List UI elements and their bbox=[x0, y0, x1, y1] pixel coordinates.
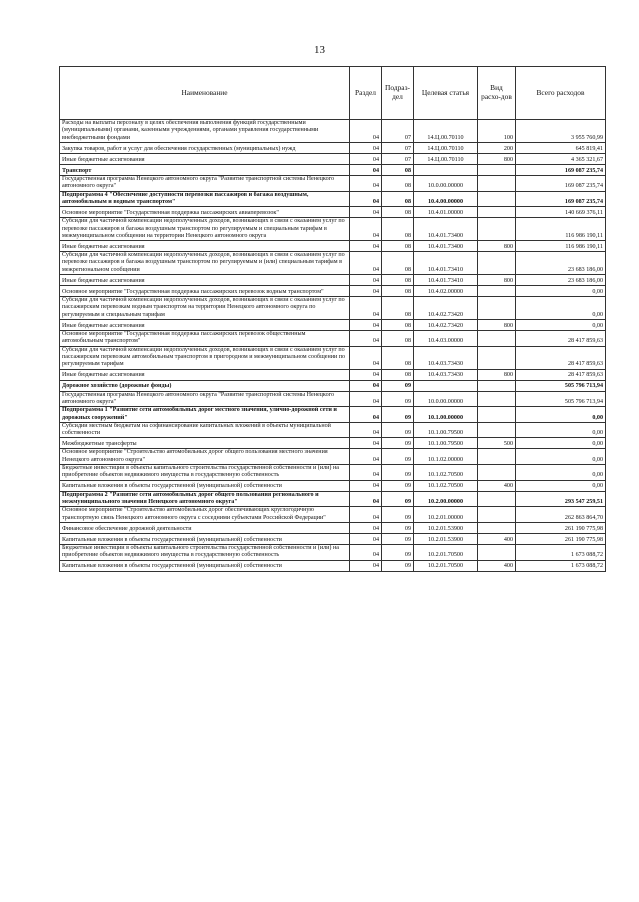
table-row bbox=[60, 164, 606, 175]
row-razdel-cell: 04 bbox=[350, 380, 382, 391]
table-row bbox=[60, 286, 606, 297]
row-name-cell: Капитальные вложения в объекты государственной (муниципальной) собственности bbox=[60, 533, 350, 544]
row-target-cell: 14.Ц.00.70110 bbox=[414, 153, 478, 164]
row-vid-cell bbox=[478, 297, 516, 320]
table-header-row bbox=[60, 67, 606, 120]
row-sum-cell: 1 673 088,72 bbox=[516, 560, 606, 571]
row-razdel-cell: 04 bbox=[350, 522, 382, 533]
row-razdel-cell: 04 bbox=[350, 391, 382, 407]
row-target-cell: 10.4.02.00000 bbox=[414, 286, 478, 297]
row-podrazdel-cell: 08 bbox=[382, 297, 414, 320]
row-target-cell: 10.4.01.73410 bbox=[414, 252, 478, 275]
row-name-cell: Субсидии местным бюджетам на софинансирование капитальных вложений в объекты муниципальной собственности bbox=[60, 422, 350, 438]
row-razdel-cell: 04 bbox=[350, 560, 382, 571]
row-name-cell: Расходы на выплаты персоналу в целях обеспечения выполнения функций государственными (муниципальными) органами, казенными учреждениями, органами управления государственными внебюджетными фондами bbox=[60, 120, 350, 143]
row-vid-cell: 800 bbox=[478, 241, 516, 252]
table-row bbox=[60, 533, 606, 544]
header-name: Наименование bbox=[60, 67, 350, 120]
row-razdel-cell: 04 bbox=[350, 286, 382, 297]
table-row bbox=[60, 252, 606, 275]
row-vid-cell: 500 bbox=[478, 438, 516, 449]
row-vid-cell bbox=[478, 544, 516, 560]
page-number: 13 bbox=[314, 44, 325, 56]
row-razdel-cell: 04 bbox=[350, 507, 382, 523]
row-vid-cell bbox=[478, 164, 516, 175]
row-podrazdel-cell: 08 bbox=[382, 164, 414, 175]
row-razdel-cell: 04 bbox=[350, 153, 382, 164]
row-vid-cell bbox=[478, 465, 516, 481]
row-target-cell: 10.4.02.73420 bbox=[414, 297, 478, 320]
row-podrazdel-cell: 09 bbox=[382, 407, 414, 423]
row-razdel-cell: 04 bbox=[350, 533, 382, 544]
table-row bbox=[60, 320, 606, 331]
row-target-cell: 10.2.01.70500 bbox=[414, 544, 478, 560]
row-vid-cell: 400 bbox=[478, 560, 516, 571]
row-vid-cell bbox=[478, 522, 516, 533]
row-vid-cell bbox=[478, 407, 516, 423]
row-target-cell: 10.1.02.00000 bbox=[414, 449, 478, 465]
row-vid-cell bbox=[478, 207, 516, 218]
row-podrazdel-cell: 09 bbox=[382, 438, 414, 449]
row-name-cell: Основное мероприятие "Государственная поддержка пассажирских авиаперевозок" bbox=[60, 207, 350, 218]
row-sum-cell: 23 683 186,00 bbox=[516, 252, 606, 275]
table-row bbox=[60, 275, 606, 286]
row-razdel-cell: 04 bbox=[350, 275, 382, 286]
row-podrazdel-cell: 07 bbox=[382, 142, 414, 153]
row-razdel-cell: 04 bbox=[350, 331, 382, 347]
row-target-cell: 10.0.00.00000 bbox=[414, 175, 478, 191]
row-vid-cell: 200 bbox=[478, 142, 516, 153]
table-row bbox=[60, 507, 606, 523]
row-sum-cell: 169 087 235,74 bbox=[516, 191, 606, 207]
row-target-cell: 10.4.03.73430 bbox=[414, 346, 478, 369]
table-row bbox=[60, 218, 606, 241]
table-row bbox=[60, 391, 606, 407]
row-vid-cell: 100 bbox=[478, 120, 516, 143]
table-row bbox=[60, 438, 606, 449]
row-target-cell: 10.1.02.70500 bbox=[414, 480, 478, 491]
row-podrazdel-cell: 08 bbox=[382, 369, 414, 380]
row-podrazdel-cell: 08 bbox=[382, 346, 414, 369]
row-vid-cell: 800 bbox=[478, 153, 516, 164]
row-sum-cell: 0,00 bbox=[516, 320, 606, 331]
row-name-cell: Финансовое обеспечение дорожной деятельности bbox=[60, 522, 350, 533]
row-target-cell bbox=[414, 164, 478, 175]
row-target-cell: 10.2.01.53900 bbox=[414, 522, 478, 533]
row-razdel-cell: 04 bbox=[350, 252, 382, 275]
row-sum-cell: 169 087 235,74 bbox=[516, 164, 606, 175]
row-sum-cell: 1 673 088,72 bbox=[516, 544, 606, 560]
row-razdel-cell: 04 bbox=[350, 465, 382, 481]
row-vid-cell bbox=[478, 286, 516, 297]
row-name-cell: Иные бюджетные ассигнования bbox=[60, 153, 350, 164]
row-target-cell: 10.2.01.00000 bbox=[414, 507, 478, 523]
row-razdel-cell: 04 bbox=[350, 369, 382, 380]
row-name-cell: Бюджетные инвестиции в объекты капитального строительства государственной собственности и (или) на приобретение объектов недвижимого имущества в государственную собственность bbox=[60, 544, 350, 560]
row-razdel-cell: 04 bbox=[350, 207, 382, 218]
row-sum-cell: 0,00 bbox=[516, 422, 606, 438]
row-target-cell: 10.1.00.79500 bbox=[414, 438, 478, 449]
row-podrazdel-cell: 08 bbox=[382, 252, 414, 275]
table-row bbox=[60, 380, 606, 391]
row-razdel-cell: 04 bbox=[350, 191, 382, 207]
row-podrazdel-cell: 08 bbox=[382, 218, 414, 241]
row-razdel-cell: 04 bbox=[350, 218, 382, 241]
row-sum-cell: 3 955 760,99 bbox=[516, 120, 606, 143]
row-target-cell: 10.2.01.53900 bbox=[414, 533, 478, 544]
row-target-cell: 10.4.01.73400 bbox=[414, 241, 478, 252]
row-vid-cell bbox=[478, 449, 516, 465]
row-vid-cell bbox=[478, 346, 516, 369]
row-name-cell: Иные бюджетные ассигнования bbox=[60, 369, 350, 380]
row-vid-cell bbox=[478, 380, 516, 391]
row-target-cell: 10.1.00.79500 bbox=[414, 422, 478, 438]
row-vid-cell bbox=[478, 391, 516, 407]
row-sum-cell: 0,00 bbox=[516, 449, 606, 465]
row-name-cell: Субсидии для частичной компенсации недополученных доходов, возникающих в связи с оказанием услуг по пассажирским перевозкам автомобильным транспортом в пригородном и межмуниципальном сообщении по регулируемым тарифам bbox=[60, 346, 350, 369]
row-target-cell: 10.1.00.00000 bbox=[414, 407, 478, 423]
row-sum-cell: 4 365 321,67 bbox=[516, 153, 606, 164]
row-target-cell: 10.4.01.73410 bbox=[414, 275, 478, 286]
row-razdel-cell: 04 bbox=[350, 449, 382, 465]
header-total: Всего расходов bbox=[516, 67, 606, 120]
row-target-cell: 10.4.01.00000 bbox=[414, 207, 478, 218]
row-name-cell: Субсидии для частичной компенсации недополученных доходов, возникающих в связи с оказанием услуг по перевозке пассажиров и багажа воздушным транспортом по регулируемым и (или) специальным тарифам в межрегиональном сообщении bbox=[60, 252, 350, 275]
row-target-cell: 10.4.00.00000 bbox=[414, 191, 478, 207]
table-row bbox=[60, 480, 606, 491]
row-sum-cell: 0,00 bbox=[516, 480, 606, 491]
row-vid-cell bbox=[478, 491, 516, 507]
header-razdel: Раздел bbox=[350, 67, 382, 120]
row-target-cell bbox=[414, 380, 478, 391]
table-row bbox=[60, 522, 606, 533]
row-podrazdel-cell: 09 bbox=[382, 522, 414, 533]
row-vid-cell bbox=[478, 175, 516, 191]
row-razdel-cell: 04 bbox=[350, 297, 382, 320]
header-vid: Вид расхо-дов bbox=[478, 67, 516, 120]
row-target-cell: 10.4.03.73430 bbox=[414, 369, 478, 380]
row-name-cell: Подпрограмма 1 "Развитие сети автомобильных дорог местного значения, улично-дорожной сети и дорожных сооружений" bbox=[60, 407, 350, 423]
row-podrazdel-cell: 09 bbox=[382, 449, 414, 465]
row-vid-cell bbox=[478, 218, 516, 241]
row-sum-cell: 505 796 713,94 bbox=[516, 380, 606, 391]
row-podrazdel-cell: 09 bbox=[382, 544, 414, 560]
table-row bbox=[60, 465, 606, 481]
row-razdel-cell: 04 bbox=[350, 320, 382, 331]
row-podrazdel-cell: 09 bbox=[382, 422, 414, 438]
table-row bbox=[60, 142, 606, 153]
row-razdel-cell: 04 bbox=[350, 241, 382, 252]
row-podrazdel-cell: 09 bbox=[382, 560, 414, 571]
row-razdel-cell: 04 bbox=[350, 491, 382, 507]
row-sum-cell: 262 863 864,70 bbox=[516, 507, 606, 523]
row-name-cell: Подпрограмма 4 "Обеспечение доступности перевозки пассажиров и багажа воздушным, автомобильным и водным транспортом" bbox=[60, 191, 350, 207]
table-row bbox=[60, 120, 606, 143]
row-razdel-cell: 04 bbox=[350, 407, 382, 423]
row-podrazdel-cell: 09 bbox=[382, 465, 414, 481]
table-body bbox=[60, 120, 606, 572]
row-name-cell: Государственная программа Ненецкого автономного округа "Развитие транспортной системы Ненецкого автономного округа" bbox=[60, 175, 350, 191]
row-podrazdel-cell: 08 bbox=[382, 275, 414, 286]
table-row bbox=[60, 175, 606, 191]
row-target-cell: 14.Ц.00.70110 bbox=[414, 142, 478, 153]
row-razdel-cell: 04 bbox=[350, 142, 382, 153]
table-row bbox=[60, 449, 606, 465]
header-podrazdel: Подраз-дел bbox=[382, 67, 414, 120]
row-sum-cell: 0,00 bbox=[516, 407, 606, 423]
row-podrazdel-cell: 08 bbox=[382, 191, 414, 207]
header-target: Целевая статья bbox=[414, 67, 478, 120]
budget-table bbox=[59, 66, 606, 572]
row-name-cell: Подпрограмма 2 "Развитие сети автомобильных дорог общего пользования регионального и межмуниципального значения Ненецкого автономного округа" bbox=[60, 491, 350, 507]
row-podrazdel-cell: 07 bbox=[382, 153, 414, 164]
row-sum-cell: 23 683 186,00 bbox=[516, 275, 606, 286]
row-name-cell: Основное мероприятие "Строительство автомобильных дорог общего пользования местного значения Ненецкого автономного округа" bbox=[60, 449, 350, 465]
table-row bbox=[60, 346, 606, 369]
row-podrazdel-cell: 08 bbox=[382, 175, 414, 191]
row-podrazdel-cell: 08 bbox=[382, 207, 414, 218]
row-name-cell: Основное мероприятие "Государственная поддержка пассажирских перевозок общественным автомобильным транспортом" bbox=[60, 331, 350, 347]
row-razdel-cell: 04 bbox=[350, 346, 382, 369]
row-sum-cell: 116 986 190,11 bbox=[516, 241, 606, 252]
row-vid-cell bbox=[478, 191, 516, 207]
row-razdel-cell: 04 bbox=[350, 175, 382, 191]
row-vid-cell bbox=[478, 507, 516, 523]
row-sum-cell: 0,00 bbox=[516, 465, 606, 481]
row-target-cell: 10.2.01.70500 bbox=[414, 560, 478, 571]
row-podrazdel-cell: 09 bbox=[382, 480, 414, 491]
row-target-cell: 10.2.00.00000 bbox=[414, 491, 478, 507]
table-row bbox=[60, 407, 606, 423]
row-vid-cell: 800 bbox=[478, 369, 516, 380]
row-name-cell: Государственная программа Ненецкого автономного округа "Развитие транспортной системы Ненецкого автономного округа" bbox=[60, 391, 350, 407]
row-name-cell: Иные бюджетные ассигнования bbox=[60, 275, 350, 286]
row-vid-cell: 800 bbox=[478, 275, 516, 286]
row-vid-cell: 400 bbox=[478, 533, 516, 544]
table-row bbox=[60, 241, 606, 252]
row-razdel-cell: 04 bbox=[350, 120, 382, 143]
row-sum-cell: 28 417 859,63 bbox=[516, 331, 606, 347]
row-podrazdel-cell: 08 bbox=[382, 320, 414, 331]
table-row bbox=[60, 491, 606, 507]
row-name-cell: Иные бюджетные ассигнования bbox=[60, 241, 350, 252]
row-name-cell: Капитальные вложения в объекты государственной (муниципальной) собственности bbox=[60, 560, 350, 571]
row-sum-cell: 261 190 775,98 bbox=[516, 533, 606, 544]
row-razdel-cell: 04 bbox=[350, 164, 382, 175]
row-sum-cell: 169 087 235,74 bbox=[516, 175, 606, 191]
row-vid-cell: 400 bbox=[478, 480, 516, 491]
row-podrazdel-cell: 09 bbox=[382, 491, 414, 507]
row-sum-cell: 28 417 859,63 bbox=[516, 346, 606, 369]
row-name-cell: Иные бюджетные ассигнования bbox=[60, 320, 350, 331]
table-row bbox=[60, 207, 606, 218]
row-name-cell: Капитальные вложения в объекты государственной (муниципальной) собственности bbox=[60, 480, 350, 491]
row-name-cell: Субсидии для частичной компенсации недополученных доходов, возникающих в связи с оказанием услуг по перевозке пассажиров и багажа воздушным транспортом по регулируемым и специальным тарифам в межмуниципальном сообщении на территории Ненецкого автономного округа bbox=[60, 218, 350, 241]
table-row bbox=[60, 191, 606, 207]
row-sum-cell: 293 547 259,51 bbox=[516, 491, 606, 507]
row-name-cell: Субсидии для частичной компенсации недополученных доходов, возникающих в связи с оказанием услуг по пассажирским перевозкам водным транспортом на территории Ненецкого автономного округа по регулируемым и специальным тарифам bbox=[60, 297, 350, 320]
row-razdel-cell: 04 bbox=[350, 480, 382, 491]
row-name-cell: Межбюджетные трансферты bbox=[60, 438, 350, 449]
row-target-cell: 10.4.03.00000 bbox=[414, 331, 478, 347]
row-name-cell: Закупка товаров, работ и услуг для обеспечения государственных (муниципальных) нужд bbox=[60, 142, 350, 153]
row-razdel-cell: 04 bbox=[350, 422, 382, 438]
row-vid-cell: 800 bbox=[478, 320, 516, 331]
row-name-cell: Основное мероприятие "Строительство автомобильных дорог обеспечивающих круглогодичную транспортную связь Ненецкого автономного округа с соседними субъектами Российской Федерации" bbox=[60, 507, 350, 523]
row-target-cell: 10.4.01.73400 bbox=[414, 218, 478, 241]
row-sum-cell: 0,00 bbox=[516, 286, 606, 297]
table-row bbox=[60, 297, 606, 320]
table-row bbox=[60, 544, 606, 560]
row-name-cell: Транспорт bbox=[60, 164, 350, 175]
row-sum-cell: 28 417 859,63 bbox=[516, 369, 606, 380]
row-target-cell: 10.0.00.00000 bbox=[414, 391, 478, 407]
row-podrazdel-cell: 09 bbox=[382, 380, 414, 391]
row-sum-cell: 116 986 190,11 bbox=[516, 218, 606, 241]
table-row bbox=[60, 560, 606, 571]
row-razdel-cell: 04 bbox=[350, 438, 382, 449]
row-target-cell: 10.4.02.73420 bbox=[414, 320, 478, 331]
row-vid-cell bbox=[478, 331, 516, 347]
row-sum-cell: 645 819,41 bbox=[516, 142, 606, 153]
table-row bbox=[60, 422, 606, 438]
table-row bbox=[60, 153, 606, 164]
row-vid-cell bbox=[478, 252, 516, 275]
row-podrazdel-cell: 07 bbox=[382, 120, 414, 143]
row-podrazdel-cell: 09 bbox=[382, 391, 414, 407]
row-sum-cell: 505 796 713,94 bbox=[516, 391, 606, 407]
row-target-cell: 10.1.02.70500 bbox=[414, 465, 478, 481]
row-podrazdel-cell: 09 bbox=[382, 533, 414, 544]
row-sum-cell: 261 190 775,98 bbox=[516, 522, 606, 533]
table-row bbox=[60, 331, 606, 347]
row-podrazdel-cell: 09 bbox=[382, 507, 414, 523]
row-podrazdel-cell: 08 bbox=[382, 241, 414, 252]
row-sum-cell: 140 669 376,11 bbox=[516, 207, 606, 218]
row-sum-cell: 0,00 bbox=[516, 438, 606, 449]
row-podrazdel-cell: 08 bbox=[382, 286, 414, 297]
row-name-cell: Дорожное хозяйство (дорожные фонды) bbox=[60, 380, 350, 391]
row-podrazdel-cell: 08 bbox=[382, 331, 414, 347]
row-razdel-cell: 04 bbox=[350, 544, 382, 560]
row-name-cell: Бюджетные инвестиции в объекты капитального строительства государственной собственности и (или) на приобретение объектов недвижимого имущества в государственную собственность bbox=[60, 465, 350, 481]
row-target-cell: 14.Ц.00.70110 bbox=[414, 120, 478, 143]
row-vid-cell bbox=[478, 422, 516, 438]
row-sum-cell: 0,00 bbox=[516, 297, 606, 320]
row-name-cell: Основное мероприятие "Государственная поддержка пассажирских перевозок водным транспортом" bbox=[60, 286, 350, 297]
table-row bbox=[60, 369, 606, 380]
